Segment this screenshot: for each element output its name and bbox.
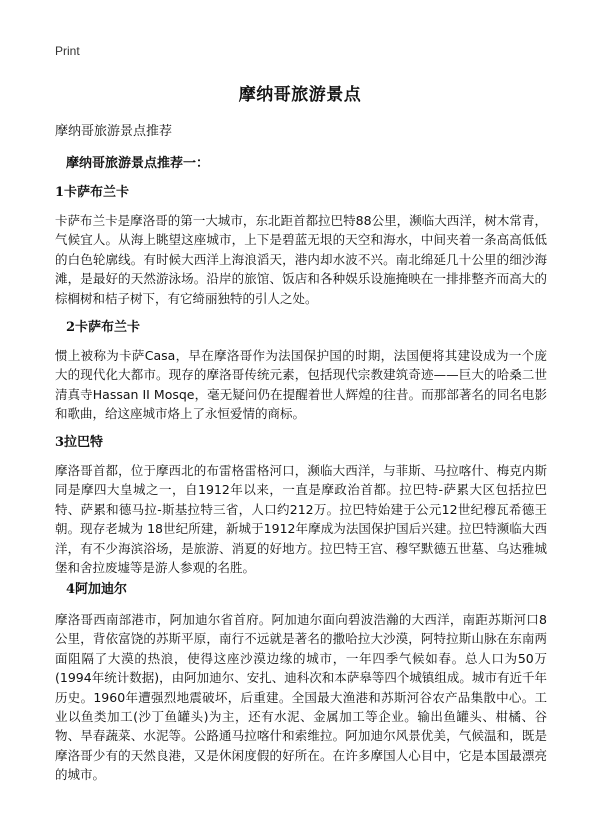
section-3-body: 摩洛哥首都，位于摩西北的布雷格雷格河口，濒临大西洋，与菲斯、马拉喀什、梅克内斯同是摩四大皇城之一，自1912年以来，一直是摩政治首都。拉巴特-萨累大区包括拉巴特、萨累和德马拉-斯基拉特三省，人口约212万。拉巴特始建于公元12世纪穆瓦希德王朝。现存老城为 18世纪所建，新城于1912年摩成为法国保护国后兴建。拉巴特濒临大西洋，有不少海滨浴场，是旅游、消夏的好地方。拉巴特王宫、穆罕默德五世墓、乌达雅城堡和舍拉废墟等是游人参观的名胜。 (55, 463, 547, 576)
recommend-heading: 摩纳哥旅游景点推荐一： (66, 156, 210, 171)
section-3-heading: 3拉巴特 (55, 435, 104, 450)
section-1-body: 卡萨布兰卡是摩洛哥的第一大城市，东北距首都拉巴特88公里，濒临大西洋，树木常青，气候宜人。从海上眺望这座城市，上下是碧蓝无垠的天空和海水，中间夹着一条高高低低的白色轮廓线。有时候大西洋上海浪滔天，港内却水波不兴。南北绵延几十公里的细沙海滩，是最好的天然游泳场。沿岸的旅馆、饭店和各种娱乐设施掩映在一排排整齐而高大的棕榈树和桔子树下，有它绮丽独特的引人之处。 (55, 213, 547, 306)
section-4-heading: 4阿加迪尔 (66, 582, 128, 597)
page-subtitle: 摩纳哥旅游景点推荐 (55, 124, 173, 139)
page-title: 摩纳哥旅游景点 (238, 85, 362, 105)
print-link[interactable]: Print (55, 44, 80, 58)
section-2-heading: 2卡萨布兰卡 (66, 320, 141, 335)
section-4-body: 摩洛哥西南部港市，阿加迪尔省首府。阿加迪尔面向碧波浩瀚的大西洋，南距苏斯河口8公里，背依富饶的苏斯平原，南行不远就是著名的撒哈拉大沙漠，阿特拉斯山脉在东南两面阻隔了大漠的热浪，使得这座沙漠边缘的城市，一年四季气候如春。总人口为50万(1994年统计数据)，由阿加迪尔、安扎、迪科次和本萨皋等四个城镇组成。城市有近千年历史。1960年遭强烈地震破坏，后重建。全国最大渔港和苏斯河谷农产品集散中心。工业以鱼类加工(沙丁鱼罐头)为主，还有水泥、金属加工等企业。输出鱼罐头、柑橘、谷物、旱春蔬菜、水泥等。公路通马拉喀什和索维拉。阿加迪尔风景优美，气候温和，既是摩洛哥少有的天然良港，又是休闲度假的好所在。在许多摩国人心目中，它是本国最漂亮的城市。 (55, 612, 547, 783)
section-2-body: 惯上被称为卡萨Casa，早在摩洛哥作为法国保护国的时期，法国便将其建设成为一个庞大的现代化大都市。现存的摩洛哥传统元素，包括现代宗教建筑奇迹——巨大的哈桑二世清真寺Hassan II Mosqe，毫无疑问仍在提醒着世人辉煌的往昔。而那部著名的同名电影和歌曲，给这座城市烙上了永恒爱情的商标。 (55, 348, 547, 422)
section-1-heading: 1卡萨布兰卡 (55, 185, 130, 200)
